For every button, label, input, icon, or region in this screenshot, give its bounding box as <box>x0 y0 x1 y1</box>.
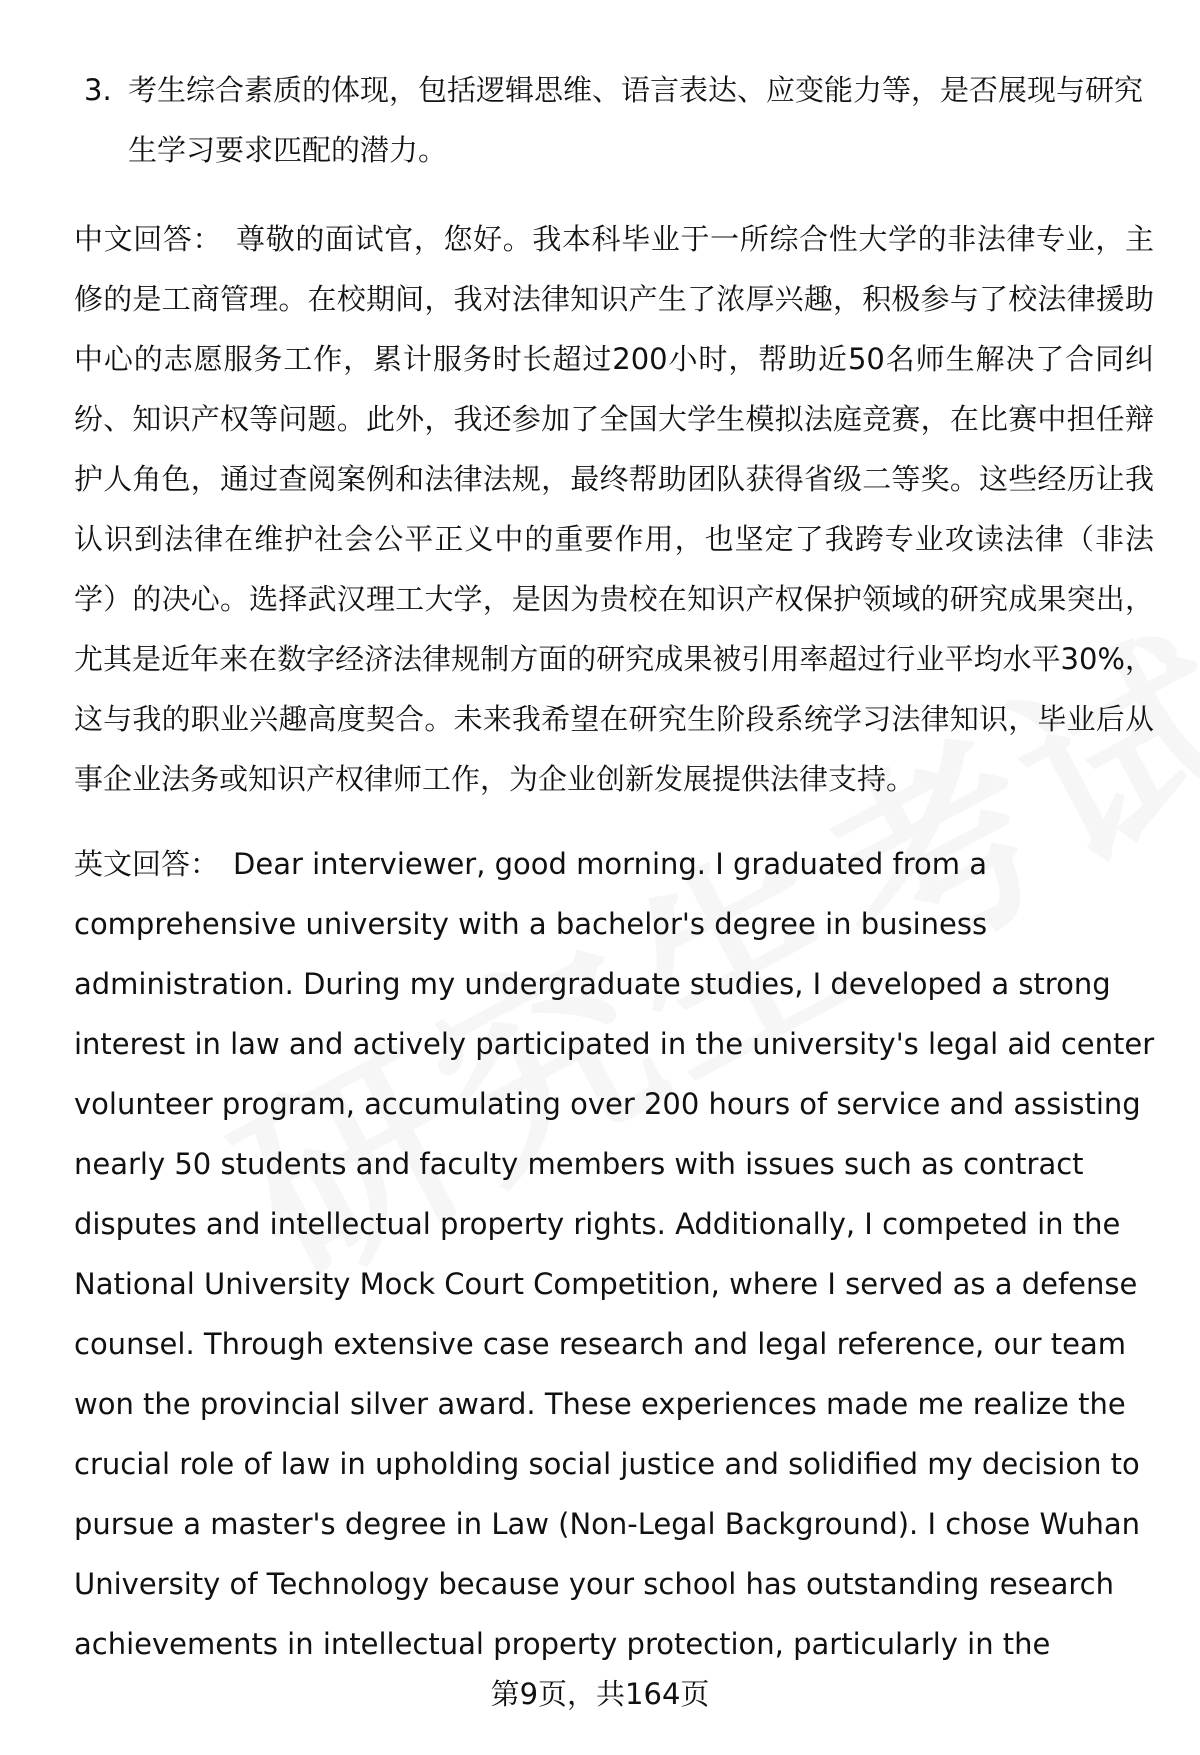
english-answer-line: volunteer program, accumulating over 200 hours of service and assisting <box>74 1087 1141 1121</box>
english-answer-line: achievements in intellectual property protection, particularly in the <box>74 1627 1051 1661</box>
english-answer-line: National University Mock Court Competition, where I served as a defense <box>74 1267 1138 1301</box>
english-answer-line: administration. During my undergraduate studies, I developed a strong <box>74 967 1111 1001</box>
list-item-number: 3. <box>84 73 112 107</box>
english-answer-line: pursue a master's degree in Law (Non-Legal Background). I chose Wuhan <box>74 1507 1141 1541</box>
list-item-3 <box>84 60 1144 180</box>
list-item-text: 考生综合素质的体现，包括逻辑思维、语言表达、应变能力等，是否展现与研究生学习要求匹配的潜力。 <box>128 73 1144 167</box>
page-number-footer: 第9页，共164页 <box>490 1677 710 1711</box>
english-answer-line: interest in law and actively participated in the university's legal aid center <box>74 1027 1155 1061</box>
english-answer-line: University of Technology because your school has outstanding research <box>74 1567 1115 1601</box>
english-answer-line: 英文回答： Dear interviewer, good morning. I graduated from a <box>74 847 987 881</box>
english-answer-paragraph <box>74 834 1154 1674</box>
chinese-answer-text: 尊敬的面试官，您好。我本科毕业于一所综合性大学的非法律专业，主修的是工商管理。在校期间，我对法律知识产生了浓厚兴趣，积极参与了校法律援助中心的志愿服务工作，累计服务时长超过200小时，帮助近50名师生解决了合同纠纷、知识产权等问题。此外，我还参加了全国大学生模拟法庭竞赛，在比赛中担任辩护人角色，通过查阅案例和法律法规，最终帮助团队获得省级二等奖。这些经历让我认识到法律在维护社会公平正义中的重要作用，也坚定了我跨专业攻读法律（非法学）的决心。选择武汉理工大学，是因为贵校在知识产权保护领域的研究成果突出，尤其是近年来在数字经济法律规制方面的研究成果被引用率超过行业平均水平30%，这与我的职业兴趣高度契合。未来我希望在研究生阶段系统学习法律知识，毕业后从事企业法务或知识产权律师工作，为企业创新发展提供法律支持。 <box>74 222 1154 796</box>
chinese-answer-paragraph <box>74 209 1154 809</box>
chinese-answer-label: 中文回答： <box>74 222 223 256</box>
english-answer-line: comprehensive university with a bachelor's degree in business <box>74 907 988 941</box>
english-answer-line: nearly 50 students and faculty members with issues such as contract <box>74 1147 1084 1181</box>
english-answer-label: 英文回答： <box>74 847 220 881</box>
english-answer-line: counsel. Through extensive case research and legal reference, our team <box>74 1327 1126 1361</box>
english-answer-line: crucial role of law in upholding social justice and solidified my decision to <box>74 1447 1140 1481</box>
english-answer-line: won the provincial silver award. These experiences made me realize the <box>74 1387 1126 1421</box>
english-answer-line: disputes and intellectual property rights. Additionally, I competed in the <box>74 1207 1121 1241</box>
